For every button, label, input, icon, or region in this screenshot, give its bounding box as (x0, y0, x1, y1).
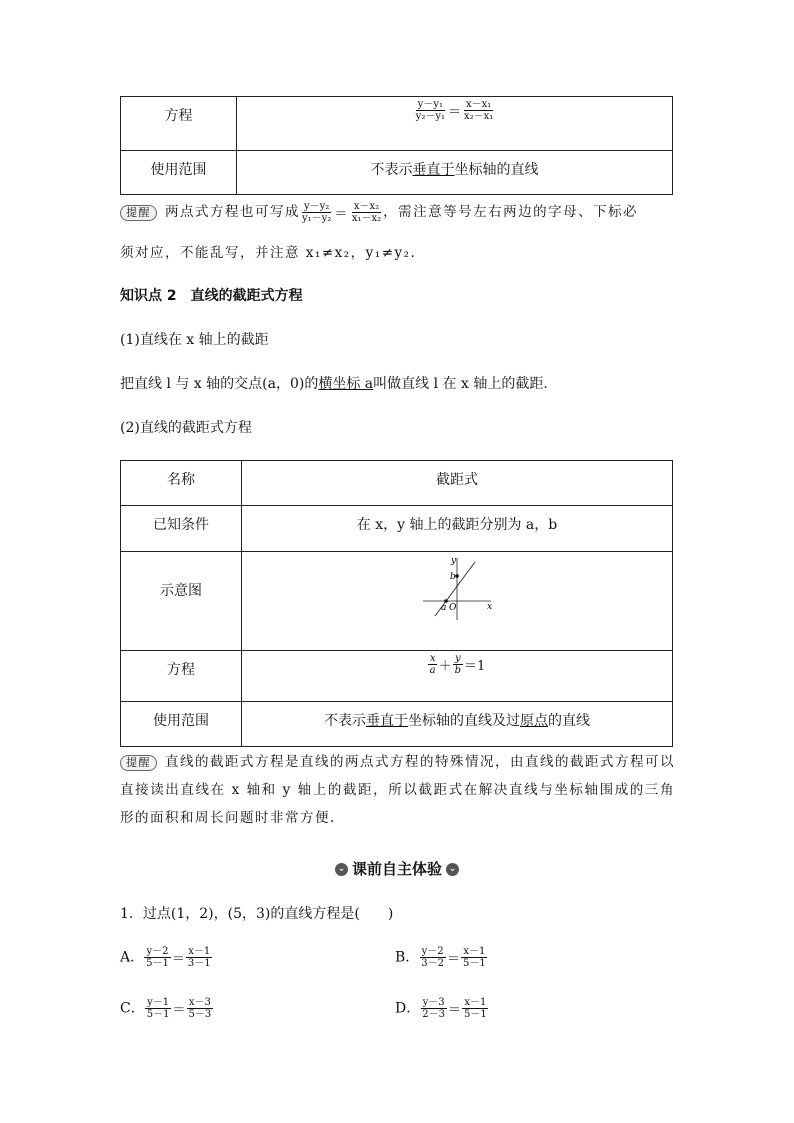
option-label: C． (120, 1000, 145, 1017)
numerator: y－y₂ (304, 201, 330, 212)
label-text: 已知条件 (153, 517, 209, 533)
text: 两点式方程也可写成 (165, 204, 300, 220)
table1-row-label-scope (121, 151, 237, 195)
subheading: (2)直线的截距式方程 (120, 420, 252, 436)
two-point-equation (237, 97, 673, 151)
label-text: 使用范围 (150, 162, 207, 178)
fraction (461, 946, 488, 969)
equals-sign: ＝ (448, 105, 462, 120)
numerator: x－1 (464, 997, 487, 1008)
text: 直线的截距式方程是直线的两点式方程的特殊情况，由直线的截距式方程可以直接读出直线在 x 轴和 y 轴上的截距，所以截距式在解决直线与坐标轴围成的三角形的面积和周长问题时非常方便. (120, 754, 675, 826)
fraction (350, 201, 383, 224)
numerator: x (429, 653, 436, 664)
denominator: a (429, 665, 436, 676)
option-label: B． (395, 949, 420, 966)
fraction (462, 997, 489, 1020)
table2-row-label-diagram (121, 552, 242, 651)
denominator: x₁－x₂ (351, 213, 382, 224)
fraction (186, 997, 213, 1020)
intercept-form-table (120, 460, 673, 747)
tip-paragraph-1-line2: 须对应，不能乱写，并注意 x₁≠x₂，y₁≠y₂. (120, 245, 417, 261)
subheading: (1)直线在 x 轴上的截距 (120, 332, 269, 348)
x-axis-label: x (487, 602, 493, 612)
text: 把直线 l 与 x 轴的交点(a，0)的 (120, 376, 319, 392)
denominator: 5－1 (146, 958, 169, 969)
table2-row-label-condition (121, 506, 242, 552)
option-a (120, 946, 213, 969)
fraction (462, 99, 495, 122)
numerator: x－x₁ (466, 99, 492, 110)
denominator: 3－1 (187, 958, 211, 969)
denominator: y₂－y₁ (415, 111, 445, 122)
denominator: 3－2 (421, 958, 445, 969)
section-title: 课前自主体验 (351, 860, 442, 878)
numerator: x－x₂ (353, 201, 380, 212)
definition-sentence (120, 373, 548, 393)
denominator: b (454, 665, 462, 676)
label-text: 示意图 (160, 583, 202, 599)
denominator: 5－1 (146, 1009, 170, 1020)
question-stem: 1．过点(1，2)，(5，3)的直线方程是( ) (120, 906, 394, 922)
numerator: y (455, 653, 461, 664)
table1-row-label-equation (121, 97, 237, 151)
table2-header-label (121, 461, 242, 506)
section-heading: 知识点 2 直线的截距式方程 (120, 288, 303, 304)
option-label: D． (395, 1000, 421, 1017)
tip-paragraph-2 (120, 748, 675, 832)
equals-sign: ＝ (172, 1003, 186, 1018)
numerator: y－y₁ (417, 99, 443, 110)
table2-header-value (242, 461, 673, 506)
text: 截距式 (436, 472, 478, 488)
table2-scope-value (242, 702, 673, 747)
option-c (120, 997, 213, 1020)
underlined-text: 横坐标 a (318, 376, 374, 392)
fraction (300, 201, 333, 224)
numerator: x－3 (188, 997, 211, 1008)
text: 坐标轴的直线 (454, 162, 539, 178)
denominator: 5－3 (188, 1009, 212, 1020)
intercept-diagram (417, 554, 497, 624)
option-label: A． (120, 949, 145, 966)
numerator: y－3 (422, 997, 445, 1008)
text: 在 x，y 轴上的截距分别为 a，b (356, 517, 558, 533)
numerator: y－2 (421, 946, 444, 957)
tip-badge: 提醒 (120, 755, 157, 771)
equals-one: ＝1 (464, 659, 486, 674)
equals-sign: ＝ (447, 1003, 461, 1018)
text: 叫做直线 l 在 x 轴上的截距. (373, 376, 548, 392)
table2-row-label-scope (121, 702, 242, 747)
label-text: 使用范围 (153, 713, 209, 729)
plus-sign: ＋ (438, 659, 452, 674)
text: 不表示 (370, 162, 413, 178)
text: ，需注意等号左右两边的字母、下标必 (383, 204, 639, 220)
underlined-text: 垂直于 (412, 162, 455, 178)
fraction (428, 653, 438, 676)
denominator: y₁－y₂ (302, 213, 332, 224)
label-text: 名称 (167, 472, 195, 488)
origin-label: O (449, 603, 457, 613)
fraction (414, 99, 447, 122)
text: 坐标轴的直线及过 (408, 713, 520, 729)
two-point-form-table (120, 96, 673, 195)
label-text: 方程 (167, 662, 195, 678)
text: 不表示 (324, 713, 366, 729)
fraction (145, 997, 172, 1020)
y-axis-label: y (451, 556, 457, 566)
a-label: a (441, 603, 447, 613)
text: 的直线 (548, 713, 590, 729)
equals-sign: ＝ (447, 952, 461, 967)
chevron-down-icon: ⌄ (335, 863, 348, 876)
equals-sign: ＝ (334, 207, 349, 222)
denominator: 5－1 (463, 1009, 487, 1020)
numerator: y－1 (147, 997, 170, 1008)
fraction (186, 946, 213, 969)
tip-paragraph-1 (120, 200, 680, 224)
fraction (453, 653, 463, 676)
table2-condition-value (242, 506, 673, 552)
table2-row-label-equation (121, 651, 242, 702)
intercept-equation (242, 651, 673, 702)
equals-sign: ＝ (171, 952, 185, 967)
option-b (395, 946, 488, 969)
table1-scope-value (237, 151, 673, 195)
tip-badge: 提醒 (120, 205, 157, 221)
underlined-text: 垂直于 (366, 713, 408, 729)
denominator: 2－3 (422, 1009, 445, 1020)
numerator: y－2 (146, 946, 169, 957)
fraction (419, 946, 446, 969)
underlined-text: 原点 (520, 713, 548, 729)
section-banner (0, 858, 794, 879)
numerator: x－1 (188, 946, 211, 957)
b-label: b (450, 572, 456, 582)
fraction (144, 946, 171, 969)
option-d (395, 997, 489, 1020)
fraction (420, 997, 447, 1020)
label-text: 方程 (164, 108, 193, 124)
denominator: x₂－x₁ (464, 111, 494, 122)
intercept-diagram-cell (242, 552, 673, 651)
denominator: 5－1 (463, 958, 486, 969)
chevron-down-icon: ⌄ (446, 863, 459, 876)
numerator: x－1 (463, 946, 486, 957)
